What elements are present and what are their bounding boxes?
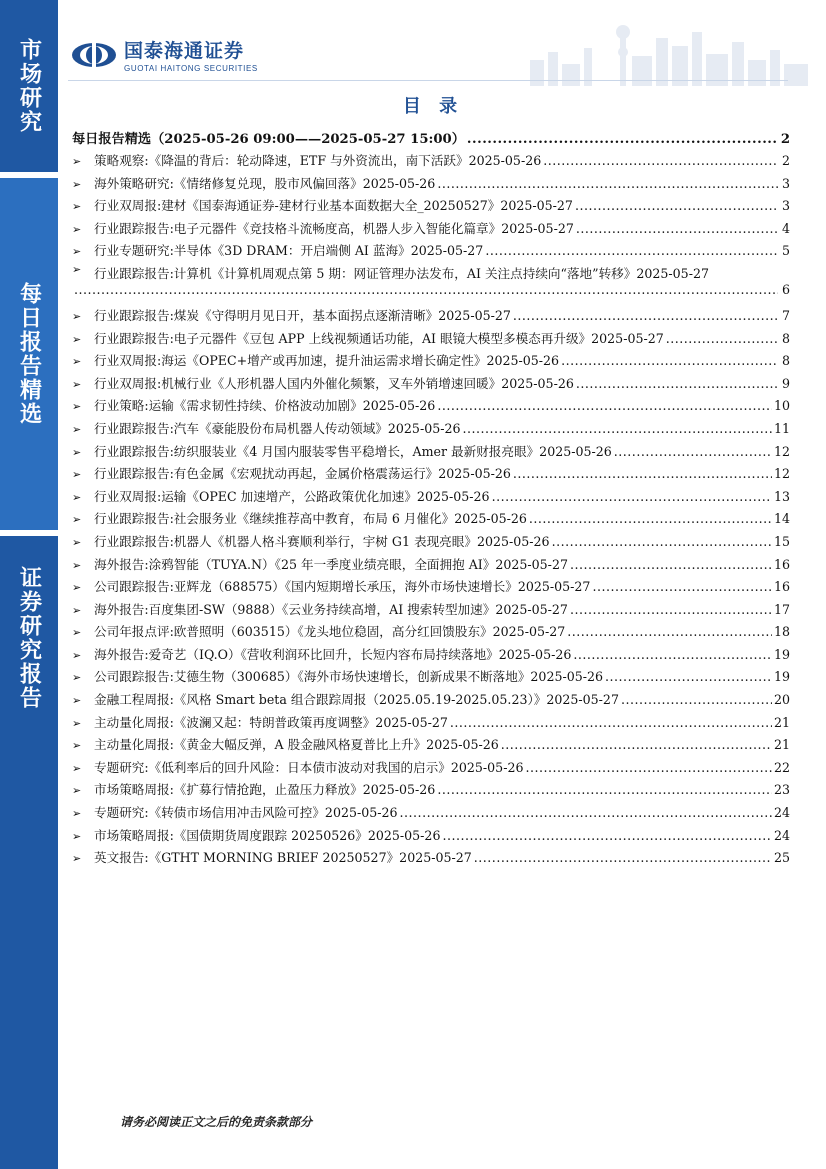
- arrow-bullet-icon: ➢: [72, 829, 82, 843]
- toc-page-number: 24: [773, 827, 790, 843]
- dot-leader: [400, 805, 772, 820]
- arrow-bullet-icon: ➢: [72, 739, 82, 753]
- toc-item-text: 行业跟踪报告:社会服务业《继续推荐高中教育，布局 6 月催化》2025-05-26: [94, 511, 527, 527]
- toc-page-number: 13: [773, 488, 790, 504]
- city-skyline-image: [520, 8, 820, 86]
- dot-leader: [437, 176, 778, 191]
- toc-item-text: 行业双周报:机械行业《人形机器人国内外催化频繁，叉车外销增速回暖》2025-05-26: [94, 375, 574, 391]
- dot-leader: [450, 715, 772, 730]
- toc-page-number: 9: [781, 375, 790, 391]
- arrow-bullet-icon: ➢: [72, 200, 82, 214]
- arrow-bullet-icon: ➢: [72, 155, 82, 168]
- toc-item-text: 行业跟踪报告:纺织服装业《4 月国内服装零售平稳增长，Amer 最新财报亮眼》2025-05-26: [94, 443, 612, 459]
- toc-page-number: 5: [781, 243, 790, 259]
- arrow-bullet-icon: ➢: [72, 177, 82, 191]
- toc-item-text: 行业跟踪报告:电子元器件《豆包 APP 上线视频通话功能，AI 眼镜大模型多模态再升级》2025-05-27: [94, 330, 664, 346]
- toc-page-number: 20: [773, 692, 790, 708]
- arrow-bullet-icon: ➢: [72, 309, 82, 323]
- arrow-bullet-icon: ➢: [72, 445, 82, 459]
- arrow-bullet-icon: ➢: [72, 332, 82, 346]
- toc-heading[interactable]: [72, 128, 790, 150]
- toc-item-text: 海外策略研究:《情绪修复兑现，股市风偏回落》2025-05-26: [94, 175, 436, 191]
- dot-leader: [467, 132, 778, 147]
- dot-leader: [513, 308, 778, 323]
- toc-item-text: 主动量化周报:《黄金大幅反弹，A 股金融风格夏普比上升》2025-05-26: [94, 737, 499, 753]
- dot-leader: [74, 282, 778, 297]
- toc-page-number: 10: [773, 398, 790, 414]
- toc-page-number: 16: [773, 579, 790, 595]
- dot-leader: [570, 557, 772, 572]
- toc-item[interactable]: [72, 463, 790, 486]
- toc-page-number: 22: [773, 759, 790, 775]
- toc-item-text: 行业跟踪报告:机器人《机器人格斗赛顺利举行，宇树 G1 表现亮眼》2025-05-26: [94, 533, 550, 549]
- dot-leader: [576, 221, 778, 236]
- toc-item[interactable]: [72, 173, 790, 196]
- toc-item[interactable]: [72, 218, 790, 241]
- toc-page-number: 6: [781, 281, 790, 297]
- toc-item[interactable]: [72, 328, 790, 351]
- arrow-bullet-icon: ➢: [72, 400, 82, 414]
- sidebar: [0, 0, 58, 1169]
- arrow-bullet-icon: ➢: [72, 761, 82, 775]
- toc-item-text: 市场策略周报:《国债期货周度跟踪 20250526》2025-05-26: [94, 827, 441, 843]
- arrow-bullet-icon: ➢: [72, 355, 82, 369]
- toc-page-number: 16: [773, 556, 790, 572]
- toc-item[interactable]: [72, 418, 790, 441]
- toc-page-number: 19: [773, 669, 790, 685]
- toc-item-text: 行业跟踪报告:汽车《豪能股份布局机器人传动领域》2025-05-26: [94, 420, 461, 436]
- toc-item[interactable]: [72, 150, 790, 173]
- toc-page-number: 4: [781, 220, 790, 236]
- toc-page-number: 14: [773, 511, 790, 527]
- dot-leader: [573, 647, 772, 662]
- toc-item[interactable]: [72, 441, 790, 464]
- header-divider: [68, 80, 788, 81]
- arrow-bullet-icon: ➢: [72, 807, 82, 821]
- toc-item[interactable]: [72, 576, 790, 599]
- toc-item-text: 公司跟踪报告:艾德生物（300685）《海外市场快速增长，创新成果不断落地》2025-05-26: [94, 669, 604, 685]
- arrow-bullet-icon: ➢: [72, 671, 82, 685]
- toc-title: 目 录: [402, 96, 464, 117]
- toc-page-number: 21: [773, 714, 790, 730]
- sidebar-tab-market-research: [0, 0, 58, 172]
- toc-page-number: 24: [773, 805, 790, 821]
- arrow-bullet-icon: ➢: [72, 262, 82, 276]
- toc-item[interactable]: [72, 263, 790, 305]
- dot-leader: [570, 602, 772, 617]
- toc-page-number: 21: [773, 737, 790, 753]
- toc-item-text: 公司跟踪报告:亚辉龙（688575）《国内短期增长承压，海外市场快速增长》2025-05-27: [94, 579, 591, 595]
- toc-item-text: 海外报告:涂鸦智能（TUYA.N）《25 年一季度业绩亮眼，全面拥抱 AI》2025-05-27: [94, 556, 568, 572]
- toc-item[interactable]: [72, 508, 790, 531]
- table-of-contents: [72, 128, 790, 870]
- toc-item[interactable]: [72, 305, 790, 328]
- toc-item-text: 行业双周报:运输《OPEC 加速增产，公路政策优化加速》2025-05-26: [94, 488, 490, 504]
- toc-item-text: 金融工程周报:《风格 Smart beta 组合跟踪周报（2025.05.19-2025.05.23）》2025-05-27: [94, 692, 619, 708]
- dot-leader: [614, 444, 772, 459]
- toc-item[interactable]: [72, 825, 790, 848]
- toc-item[interactable]: [72, 350, 790, 373]
- toc-page-number: 7: [781, 307, 790, 323]
- toc-item[interactable]: [72, 395, 790, 418]
- dot-leader: [605, 669, 772, 684]
- toc-page-number: 2: [781, 153, 790, 168]
- dot-leader: [575, 198, 778, 213]
- dot-leader: [485, 243, 778, 258]
- disclaimer-footer: 请务必阅读正文之后的免责条款部分: [120, 1115, 313, 1129]
- arrow-bullet-icon: ➢: [72, 852, 82, 866]
- toc-item-text: 行业策略:运输《需求韧性持续、价格波动加剧》2025-05-26: [94, 398, 436, 414]
- toc-item-text: 行业跟踪报告:有色金属《宏观扰动再起，金属价格震荡运行》2025-05-26: [94, 466, 511, 482]
- sidebar-tab-daily-selection: [0, 178, 58, 530]
- toc-page-number: 25: [773, 850, 790, 866]
- toc-page-number: 17: [773, 601, 790, 617]
- toc-item[interactable]: [72, 666, 790, 689]
- dot-leader: [552, 534, 772, 549]
- toc-item-text: 海外报告:爱奇艺（IQ.O）《营收利润环比回升，长短内容布局持续落地》2025-05-26: [94, 646, 572, 662]
- toc-item[interactable]: [72, 554, 790, 577]
- toc-item-text: 市场策略周报:《扩募行情抢跑，止盈压力释放》2025-05-26: [94, 782, 436, 798]
- toc-item[interactable]: [72, 847, 790, 870]
- toc-item[interactable]: [72, 779, 790, 802]
- toc-item[interactable]: [72, 802, 790, 825]
- toc-page-number: 18: [773, 624, 790, 640]
- toc-item-text: 专题研究:《低利率后的回升风险：日本债市波动对我国的启示》2025-05-26: [94, 759, 524, 775]
- arrow-bullet-icon: ➢: [72, 490, 82, 504]
- arrow-bullet-icon: ➢: [72, 603, 82, 617]
- arrow-bullet-icon: ➢: [72, 784, 82, 798]
- arrow-bullet-icon: ➢: [72, 222, 82, 236]
- toc-page-number: 23: [773, 782, 790, 798]
- arrow-bullet-icon: ➢: [72, 422, 82, 436]
- arrow-bullet-icon: ➢: [72, 513, 82, 527]
- toc-item-text: 英文报告:《GTHT MORNING BRIEF 20250527》2025-05-27: [94, 850, 472, 866]
- dot-leader: [576, 376, 778, 391]
- toc-item-text: 策略观察:《降温的背后：轮动降速，ETF 与外资流出，南下活跃》2025-05-26: [94, 153, 542, 168]
- arrow-bullet-icon: ➢: [72, 468, 82, 482]
- toc-page-number: 2: [780, 132, 790, 147]
- company-logo: [70, 36, 258, 73]
- arrow-bullet-icon: ➢: [72, 581, 82, 595]
- sidebar-tab-label: 证券研究报告: [16, 566, 42, 710]
- arrow-bullet-icon: ➢: [72, 535, 82, 549]
- arrow-bullet-icon: ➢: [72, 648, 82, 662]
- toc-item[interactable]: [72, 240, 790, 263]
- toc-item-text: 行业双周报:海运《OPEC+增产或再加速，提升油运需求增长确定性》2025-05-26: [94, 353, 560, 369]
- toc-heading-text: 每日报告精选（2025-05-26 09:00——2025-05-27 15:00）: [72, 132, 465, 147]
- sidebar-tab-label: 市场研究: [16, 38, 42, 134]
- sidebar-tab-securities-report: [0, 536, 58, 1169]
- dot-leader: [529, 511, 772, 526]
- arrow-bullet-icon: ➢: [72, 626, 82, 640]
- toc-page-number: 3: [781, 175, 790, 191]
- toc-item-text: 公司年报点评:欧普照明（603515）《龙头地位稳固，高分红回馈股东》2025-05-27: [94, 624, 566, 640]
- toc-item-text: 行业双周报:建材《国泰海通证券-建材行业基本面数据大全_20250527》2025-05-27: [94, 198, 573, 214]
- toc-item-text: 行业专题研究:半导体《3D DRAM：开启端侧 AI 蓝海》2025-05-27: [94, 243, 484, 259]
- arrow-bullet-icon: ➢: [72, 245, 82, 259]
- sidebar-tab-label: 每日报告精选: [16, 282, 42, 426]
- dot-leader: [543, 153, 778, 168]
- toc-item-text: 行业跟踪报告:计算机《计算机周观点第 5 期：网证管理办法发布，AI 关注点持续向“落地”转移》2025-05-27: [94, 265, 709, 281]
- toc-item[interactable]: [72, 531, 790, 554]
- arrow-bullet-icon: ➢: [72, 694, 82, 708]
- dot-leader: [442, 828, 772, 843]
- toc-item[interactable]: [72, 734, 790, 757]
- arrow-bullet-icon: ➢: [72, 377, 82, 391]
- dot-leader: [463, 421, 772, 436]
- toc-item-text: 专题研究:《转债市场信用冲击风险可控》2025-05-26: [94, 805, 398, 821]
- toc-page-number: 12: [773, 443, 790, 459]
- toc-item[interactable]: [72, 486, 790, 509]
- toc-item[interactable]: [72, 689, 790, 712]
- toc-item-text: 海外报告:百度集团-SW（9888）《云业务持续高增，AI 搜索转型加速》2025-05-27: [94, 601, 568, 617]
- toc-page-number: 3: [781, 198, 790, 214]
- toc-item[interactable]: [72, 644, 790, 667]
- arrow-bullet-icon: ➢: [72, 558, 82, 572]
- toc-item-text: 行业跟踪报告:电子元器件《竞技格斗流畅度高，机器人步入智能化篇章》2025-05-27: [94, 220, 574, 236]
- toc-page-number: 15: [773, 533, 790, 549]
- toc-item[interactable]: [72, 373, 790, 396]
- toc-item[interactable]: [72, 195, 790, 218]
- logo-mark-icon: [70, 41, 118, 69]
- toc-page-number: 12: [773, 466, 790, 482]
- toc-item[interactable]: [72, 621, 790, 644]
- toc-page-number: 8: [781, 330, 790, 346]
- toc-item-text: 行业跟踪报告:煤炭《守得明月见日开，基本面拐点逐渐清晰》2025-05-27: [94, 307, 511, 323]
- dot-leader: [666, 331, 778, 346]
- arrow-bullet-icon: ➢: [72, 716, 82, 730]
- dot-leader: [621, 692, 772, 707]
- dot-leader: [592, 579, 772, 594]
- dot-leader: [501, 737, 772, 752]
- logo-english-name: GUOTAI HAITONG SECURITIES: [124, 64, 258, 73]
- dot-leader: [561, 353, 778, 368]
- dot-leader: [567, 624, 772, 639]
- toc-item[interactable]: [72, 599, 790, 622]
- dot-leader: [474, 850, 772, 865]
- toc-page-number: 8: [781, 353, 790, 369]
- dot-leader: [492, 489, 772, 504]
- dot-leader: [513, 466, 772, 481]
- toc-item[interactable]: [72, 712, 790, 735]
- toc-item[interactable]: [72, 757, 790, 780]
- dot-leader: [437, 398, 772, 413]
- toc-page-number: 19: [773, 646, 790, 662]
- toc-page-number: 11: [773, 420, 790, 436]
- dot-leader: [437, 782, 772, 797]
- dot-leader: [525, 760, 771, 775]
- logo-chinese-name: 国泰海通证券: [124, 40, 245, 62]
- toc-item-text: 主动量化周报:《波澜又起：特朗普政策再度调整》2025-05-27: [94, 714, 448, 730]
